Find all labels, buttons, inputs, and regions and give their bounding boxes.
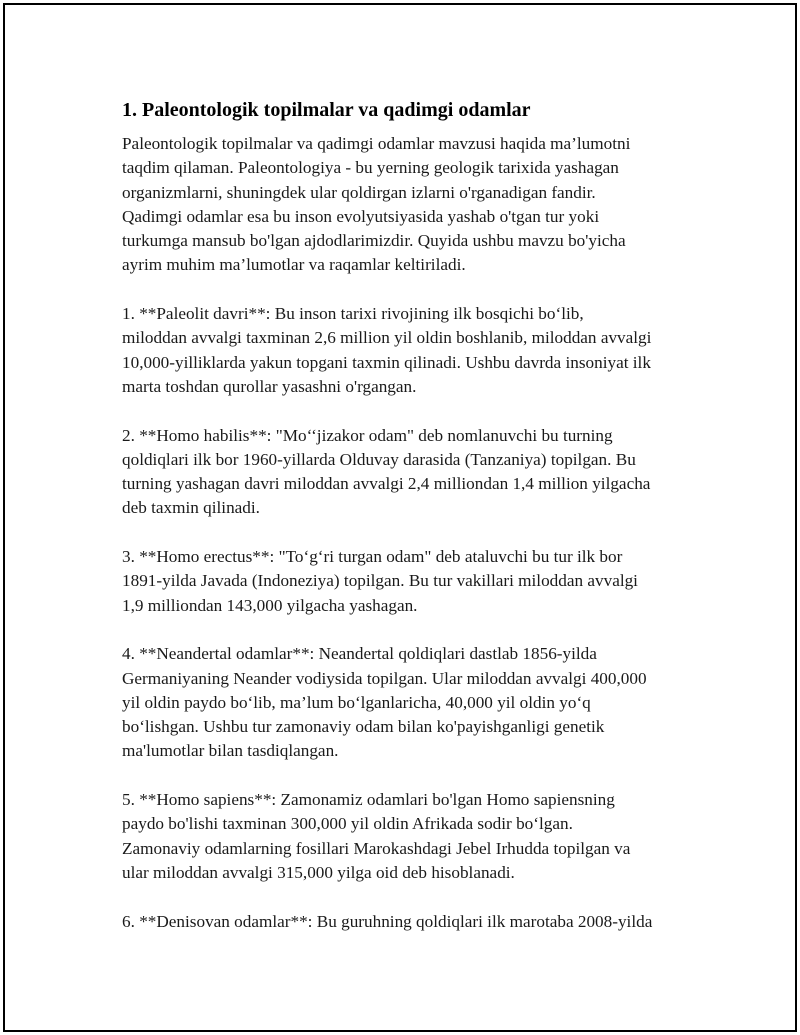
text-line: 1,9 milliondan 143,000 yilgacha yashagan.	[122, 595, 418, 615]
text-line: ayrim muhim ma’lumotlar va raqamlar keltiriladi.	[122, 255, 466, 275]
page-frame	[3, 3, 797, 1032]
text-line: ma'lumotlar bilan tasdiqlangan.	[122, 741, 339, 761]
paragraph-neandertal	[122, 642, 712, 763]
paragraph-homo-sapiens	[122, 788, 712, 885]
text-line: Paleontologik topilmalar va qadimgi odamlar mavzusi haqida ma’lumotni	[122, 134, 631, 153]
text-line: ular miloddan avvalgi 315,000 yilga oid deb hisoblanadi.	[122, 862, 515, 882]
text-line: organizmlarni, shuningdek ular qoldirgan izlarni o'rganadigan fandir.	[122, 182, 596, 202]
text-line: deb taxmin qilinadi.	[122, 498, 260, 518]
text-line: bo‘lishgan. Ushbu tur zamonaviy odam bilan ko'payishganligi genetik	[122, 717, 605, 737]
text-line: miloddan avvalgi taxminan 2,6 million yil oldin boshlanib, miloddan avvalgi	[122, 328, 652, 348]
paragraph-denisovan	[122, 910, 712, 934]
text-line: taqdim qilaman. Paleontologiya - bu yerning geologik tarixida yashagan	[122, 158, 619, 178]
text-line: paydo bo'lishi taxminan 300,000 yil oldin Afrikada sodir bo‘lgan.	[122, 814, 573, 834]
text-line: yil oldin paydo bo‘lib, ma’lum bo‘lganlaricha, 40,000 yil oldin yo‘q	[122, 692, 591, 712]
document-title: 1. Paleontologik topilmalar va qadimgi odamlar	[122, 99, 531, 121]
text-line: 5. **Homo sapiens**: Zamonamiz odamlari bo'lgan Homo sapiensning	[122, 790, 615, 810]
text-line: 4. **Neandertal odamlar**: Neandertal qoldiqlari dastlab 1856-yilda	[122, 644, 597, 664]
text-line: 3. **Homo erectus**: "To‘g‘ri turgan odam" deb ataluvchi bu tur ilk bor	[122, 547, 623, 567]
paragraph-paleolit	[122, 302, 712, 399]
text-line: Qadimgi odamlar esa bu inson evolyutsiyasida yashab o'tgan tur yoki	[122, 206, 600, 226]
text-line: 1. **Paleolit davri**: Bu inson tarixi rivojining ilk bosqichi bo‘lib,	[122, 304, 584, 324]
text-line: 2. **Homo habilis**: "Mo‘‘jizakor odam" deb nomlanuvchi bu turning	[122, 425, 613, 445]
text-line: 10,000-yilliklarda yakun topgani taxmin qilinadi. Ushbu davrda insoniyat ilk	[122, 352, 651, 372]
text-line: qoldiqlari ilk bor 1960-yillarda Olduvay darasida (Tanzaniya) topilgan. Bu	[122, 449, 636, 469]
text-line: Germaniyaning Neander vodiysida topilgan. Ular miloddan avvalgi 400,000	[122, 668, 647, 688]
paragraph-homo-erectus	[122, 545, 712, 618]
paragraph-intro	[122, 132, 712, 278]
text-line: 6. **Denisovan odamlar**: Bu guruhning qoldiqlari ilk marotaba 2008-yilda	[122, 911, 653, 931]
text-line: turkumga mansub bo'lgan ajdodlarimizdir. Quyida ushbu mavzu bo'yicha	[122, 231, 626, 251]
text-line: turning yashagan davri miloddan avvalgi 2,4 milliondan 1,4 million yilgacha	[122, 474, 651, 494]
document-body	[122, 97, 712, 958]
text-line: Zamonaviy odamlarning fosillari Marokashdagi Jebel Irhudda topilgan va	[122, 838, 631, 858]
paragraph-homo-habilis	[122, 424, 712, 521]
text-line: marta toshdan qurollar yasashni o'rgangan.	[122, 376, 417, 396]
text-line: 1891-yilda Javada (Indoneziya) topilgan. Bu tur vakillari miloddan avvalgi	[122, 571, 638, 591]
